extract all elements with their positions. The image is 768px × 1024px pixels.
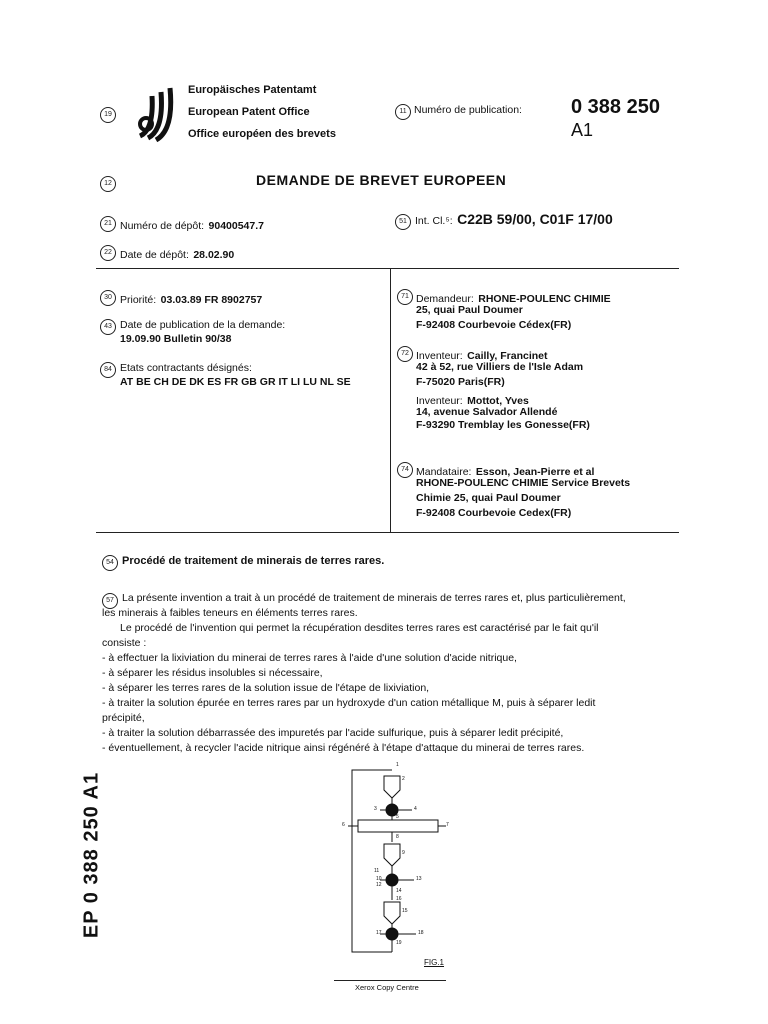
inid-code-11: 11 xyxy=(395,104,411,120)
footer-text: Xerox Copy Centre xyxy=(355,983,419,992)
figure-label: 9 xyxy=(402,850,405,856)
agent-label: Mandataire: xyxy=(416,466,472,478)
filing-number-value: 90400547.7 xyxy=(208,220,264,232)
inventor-1-label: Inventeur: xyxy=(416,350,463,362)
inventor-2-address-2: F-93290 Tremblay les Gonesse(FR) xyxy=(416,419,590,431)
pubdate-label: Date de publication de la demande: xyxy=(120,319,286,331)
figure-label: 13 xyxy=(416,876,422,882)
agent-line-2: RHONE-POULENC CHIMIE Service Brevets xyxy=(416,477,631,489)
abstract-line: - à séparer les résidus insolubles si nécessaire, xyxy=(102,667,323,679)
applicant-address-2: F-92408 Courbevoie Cédex(FR) xyxy=(416,319,572,331)
applicant-name: RHONE-POULENC CHIMIE xyxy=(478,293,611,305)
figure-label: 12 xyxy=(376,882,382,888)
inventor-1-address-2: F-75020 Paris(FR) xyxy=(416,376,505,388)
figure-label: 4 xyxy=(414,806,417,812)
figure-label: 8 xyxy=(396,834,399,840)
figure-label: 18 xyxy=(418,930,424,936)
inid-code-30: 30 xyxy=(100,290,116,306)
filing-date-value: 28.02.90 xyxy=(193,249,235,261)
abstract-line: - éventuellement, à recycler l'acide nitrique ainsi régénéré à l'étape d'attaque du minerai de terres rares. xyxy=(102,742,585,754)
table-column-divider xyxy=(390,268,391,532)
inventor-2-label: Inventeur: xyxy=(416,395,463,407)
inventor-2-name: Mottot, Yves xyxy=(467,395,529,407)
inid-code-54: 54 xyxy=(102,555,118,571)
int-cl-label: Int. Cl.⁵: xyxy=(415,215,453,227)
abstract xyxy=(102,591,682,756)
figure-label: 2 xyxy=(402,776,405,782)
abstract-line: - à effectuer la lixiviation du minerai de terres rares à l'aide d'une solution d'acide nitrique, xyxy=(102,652,517,664)
filing-number-label: Numéro de dépôt: xyxy=(120,220,205,232)
filing-number xyxy=(120,216,264,234)
office-name-fr: Office européen des brevets xyxy=(188,128,336,140)
int-cl-value: C22B 59/00, C01F 17/00 xyxy=(457,211,613,227)
abstract-line: consiste : xyxy=(102,637,147,649)
agent-line-4: F-92408 Courbevoie Cedex(FR) xyxy=(416,507,572,519)
figure-label: 17 xyxy=(376,930,382,936)
inid-code-22: 22 xyxy=(100,245,116,261)
filing-date-label: Date de dépôt: xyxy=(120,249,189,261)
figure-label: 3 xyxy=(374,806,377,812)
inid-code-74: 74 xyxy=(397,462,413,478)
publication-number: 0 388 250 xyxy=(571,96,660,118)
agent-name: Esson, Jean-Pierre et al xyxy=(475,466,595,478)
figure-label: 19 xyxy=(396,940,402,946)
office-name-de: Europäisches Patentamt xyxy=(188,84,317,96)
inid-code-21: 21 xyxy=(100,216,116,232)
figure-label: 6 xyxy=(342,822,345,828)
states-value: AT BE CH DE DK ES FR GB GR IT LI LU NL SE xyxy=(120,376,351,388)
figure-label: 14 xyxy=(396,888,402,894)
priority xyxy=(120,290,262,308)
states-label: Etats contractants désignés: xyxy=(120,362,252,374)
inid-code-84: 84 xyxy=(100,362,116,378)
inid-code-72: 72 xyxy=(397,346,413,362)
pubdate-value: 19.09.90 Bulletin 90/38 xyxy=(120,333,232,345)
inid-code-19: 19 xyxy=(100,107,116,123)
inid-code-43: 43 xyxy=(100,319,116,335)
figure-label: 15 xyxy=(402,908,408,914)
footer-rule xyxy=(334,980,446,981)
applicant-label: Demandeur: xyxy=(416,293,474,305)
int-classification xyxy=(415,211,613,229)
priority-value: 03.03.89 FR 8902757 xyxy=(160,294,263,306)
side-publication-number: EP 0 388 250 A1 xyxy=(80,771,103,939)
inid-code-51: 51 xyxy=(395,214,411,230)
table-top-rule xyxy=(96,268,679,269)
priority-label: Priorité: xyxy=(120,294,157,306)
table-bottom-rule xyxy=(96,532,679,533)
figure-caption: FIG.1 xyxy=(424,958,445,967)
inventor-1-name: Cailly, Francinet xyxy=(467,350,548,362)
figure-label: 10 xyxy=(376,876,382,882)
figure-label: 7 xyxy=(446,822,449,828)
publication-label: Numéro de publication: xyxy=(414,104,522,116)
agent-line-3: Chimie 25, quai Paul Doumer xyxy=(416,492,561,504)
figure-label: 1 xyxy=(396,762,399,768)
filing-date xyxy=(120,245,234,263)
abstract-line: précipité, xyxy=(102,712,145,724)
abstract-line: - à traiter la solution épurée en terres rares par un hydroxyde d'un cation métallique M, puis à séparer ledit xyxy=(102,697,596,709)
figure-label: 5 xyxy=(396,814,399,820)
abstract-line: les minerais à faibles teneurs en éléments terres rares. xyxy=(102,607,358,619)
process-flow-figure xyxy=(340,762,460,962)
epo-logo xyxy=(134,86,180,146)
inventor-2-address-1: 14, avenue Salvador Allendé xyxy=(416,406,558,418)
abstract-line: Le procédé de l'invention qui permet la récupération desdites terres rares est caractérisé par le fait qu'il xyxy=(120,622,599,634)
abstract-line: - à séparer les terres rares de la solution issue de l'étape de lixiviation, xyxy=(102,682,430,694)
figure-label: 11 xyxy=(374,868,380,874)
office-name-en: European Patent Office xyxy=(188,106,310,118)
figure-label: 16 xyxy=(396,896,402,902)
publication-kind: A1 xyxy=(571,120,594,140)
inventor-1-address-1: 42 à 52, rue Villiers de l'Isle Adam xyxy=(416,361,584,373)
applicant-address-1: 25, quai Paul Doumer xyxy=(416,304,523,316)
invention-title: Procédé de traitement de minerais de terres rares. xyxy=(122,555,385,567)
inid-code-57: 57 xyxy=(102,593,118,609)
inid-code-71: 71 xyxy=(397,289,413,305)
inid-code-12: 12 xyxy=(100,176,116,192)
abstract-line: La présente invention a trait à un procédé de traitement de minerais de terres rares et, plus particulièrement, xyxy=(122,592,626,604)
abstract-line: - à traiter la solution débarrassée des impuretés par l'acide sulfurique, puis à séparer ledit précipité, xyxy=(102,727,564,739)
document-type-title: DEMANDE DE BREVET EUROPEEN xyxy=(256,172,507,188)
